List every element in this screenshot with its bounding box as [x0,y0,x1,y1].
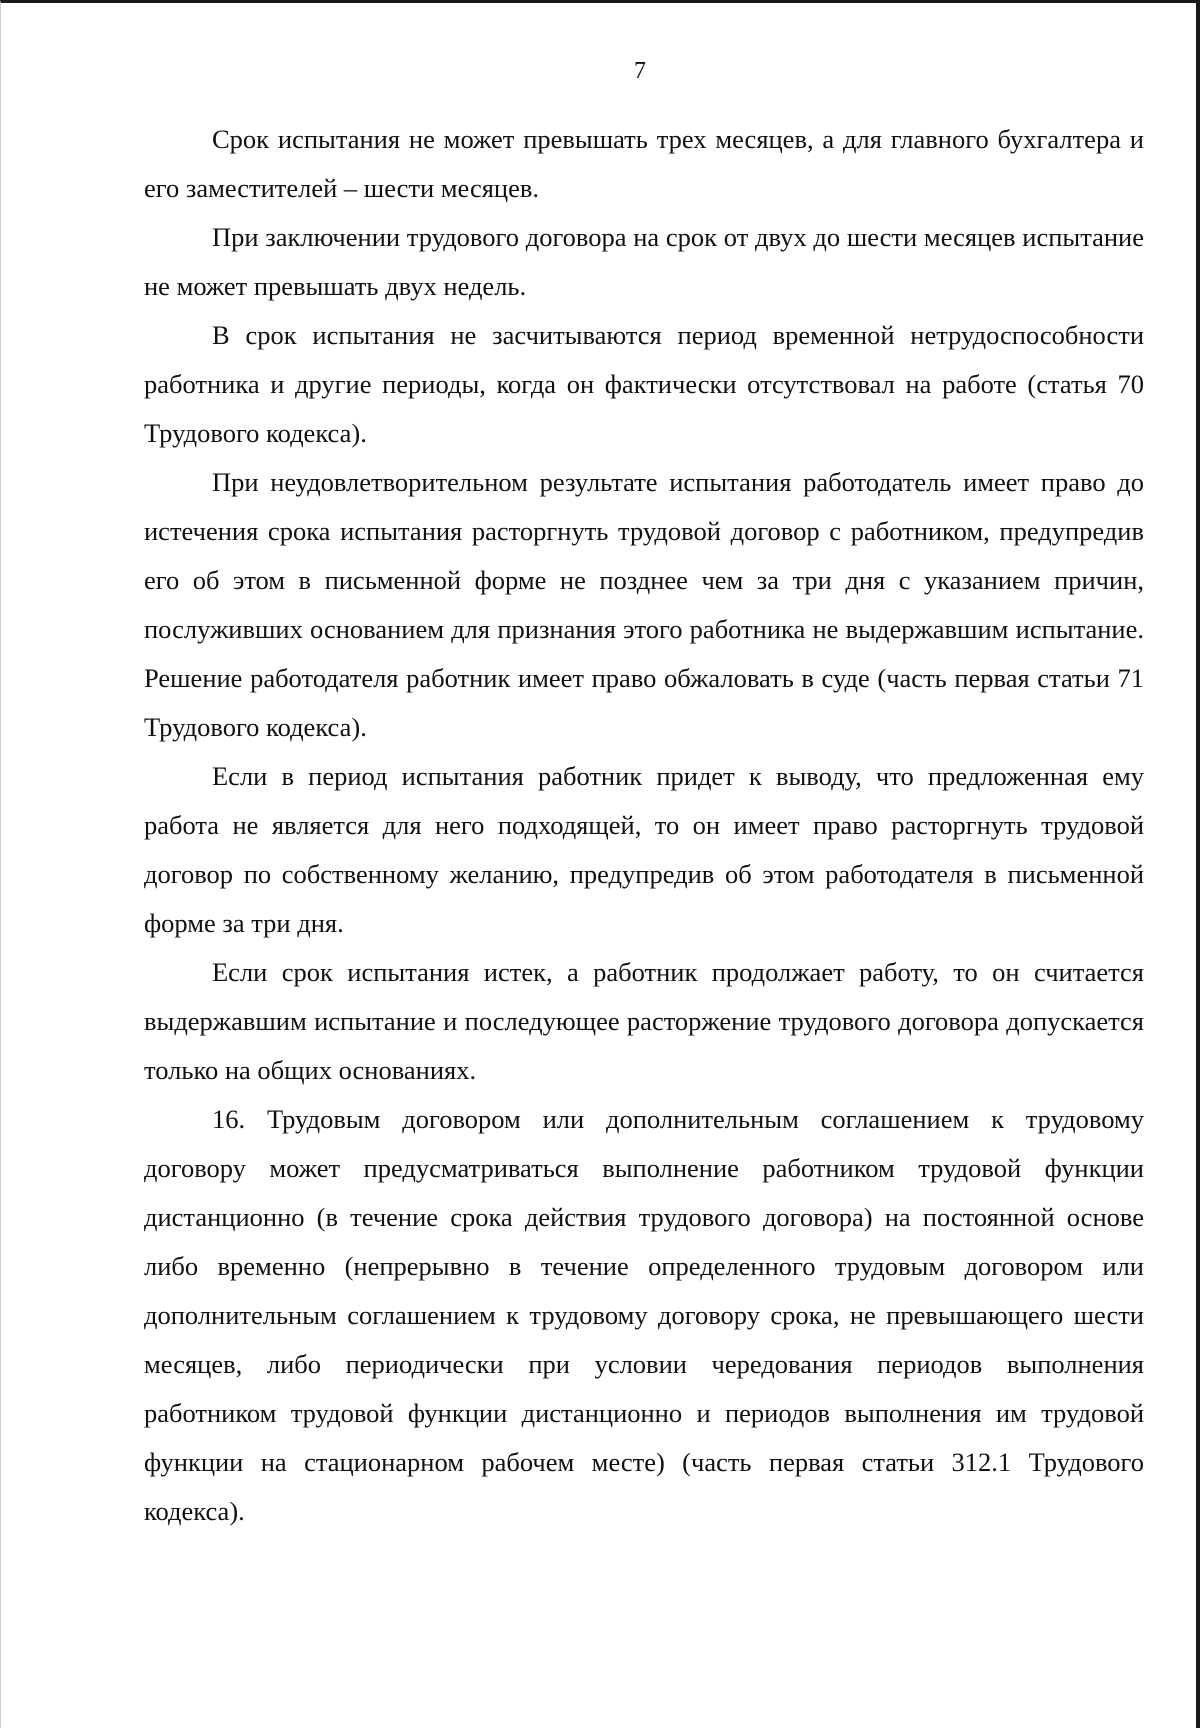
paragraph-probation-expired: Если срок испытания истек, а работник продолжает работу, то он считается выдержавшим испытание и последующее расторжение трудового договора допускается только на общих основаниях. [144,957,1144,1085]
paragraph-employee-termination: Если в период испытания работник придет к выводу, что предложенная ему работа не является для него подходящей, то он имеет право расторгнуть трудовой договор по собственному желанию, предупредив об этом работодателя в письменной форме за три дня. [144,761,1144,938]
paragraph-short-contract-probation: При заключении трудового договора на срок от двух до шести месяцев испытание не может превышать двух недель. [144,222,1144,301]
page-number: 7 [634,58,646,84]
paragraph-probation-term: Срок испытания не может превышать трех месяцев, а для главного бухгалтера и его заместителей – шести месяцев. [144,124,1144,203]
paragraph-unsatisfactory-result: При неудовлетворительном результате испытания работодатель имеет право до истечения срока испытания расторгнуть трудовой договор с работником, предупредив его об этом в письменной форме не позднее чем за три дня с указанием причин, послуживших основанием для признания этого работника не выдержавшим испытание. Решение работодателя работник имеет право обжаловать в суде (часть первая статьи 71 Трудового кодекса). [144,467,1144,742]
paragraph-remote-work: 16. Трудовым договором или дополнительным соглашением к трудовому договору может предусматриваться выполнение работником трудовой функции дистанционно (в течение срока действия трудового договора) на постоянной основе либо временно (непрерывно в течение определенного трудовым договором или дополнительным соглашением к трудовому договору срока, не превышающего шести месяцев, либо периодически при условии чередования периодов выполнения работником трудовой функции дистанционно и периодов выполнения им трудовой функции на стационарном рабочем месте) (часть первая статьи 312.1 Трудового кодекса). [144,1104,1144,1526]
paragraph-excluded-periods: В срок испытания не засчитываются период временной нетрудоспособности работника и другие периоды, когда он фактически отсутствовал на работе (статья 70 Трудового кодекса). [144,320,1144,448]
document-body [144,115,1144,1536]
